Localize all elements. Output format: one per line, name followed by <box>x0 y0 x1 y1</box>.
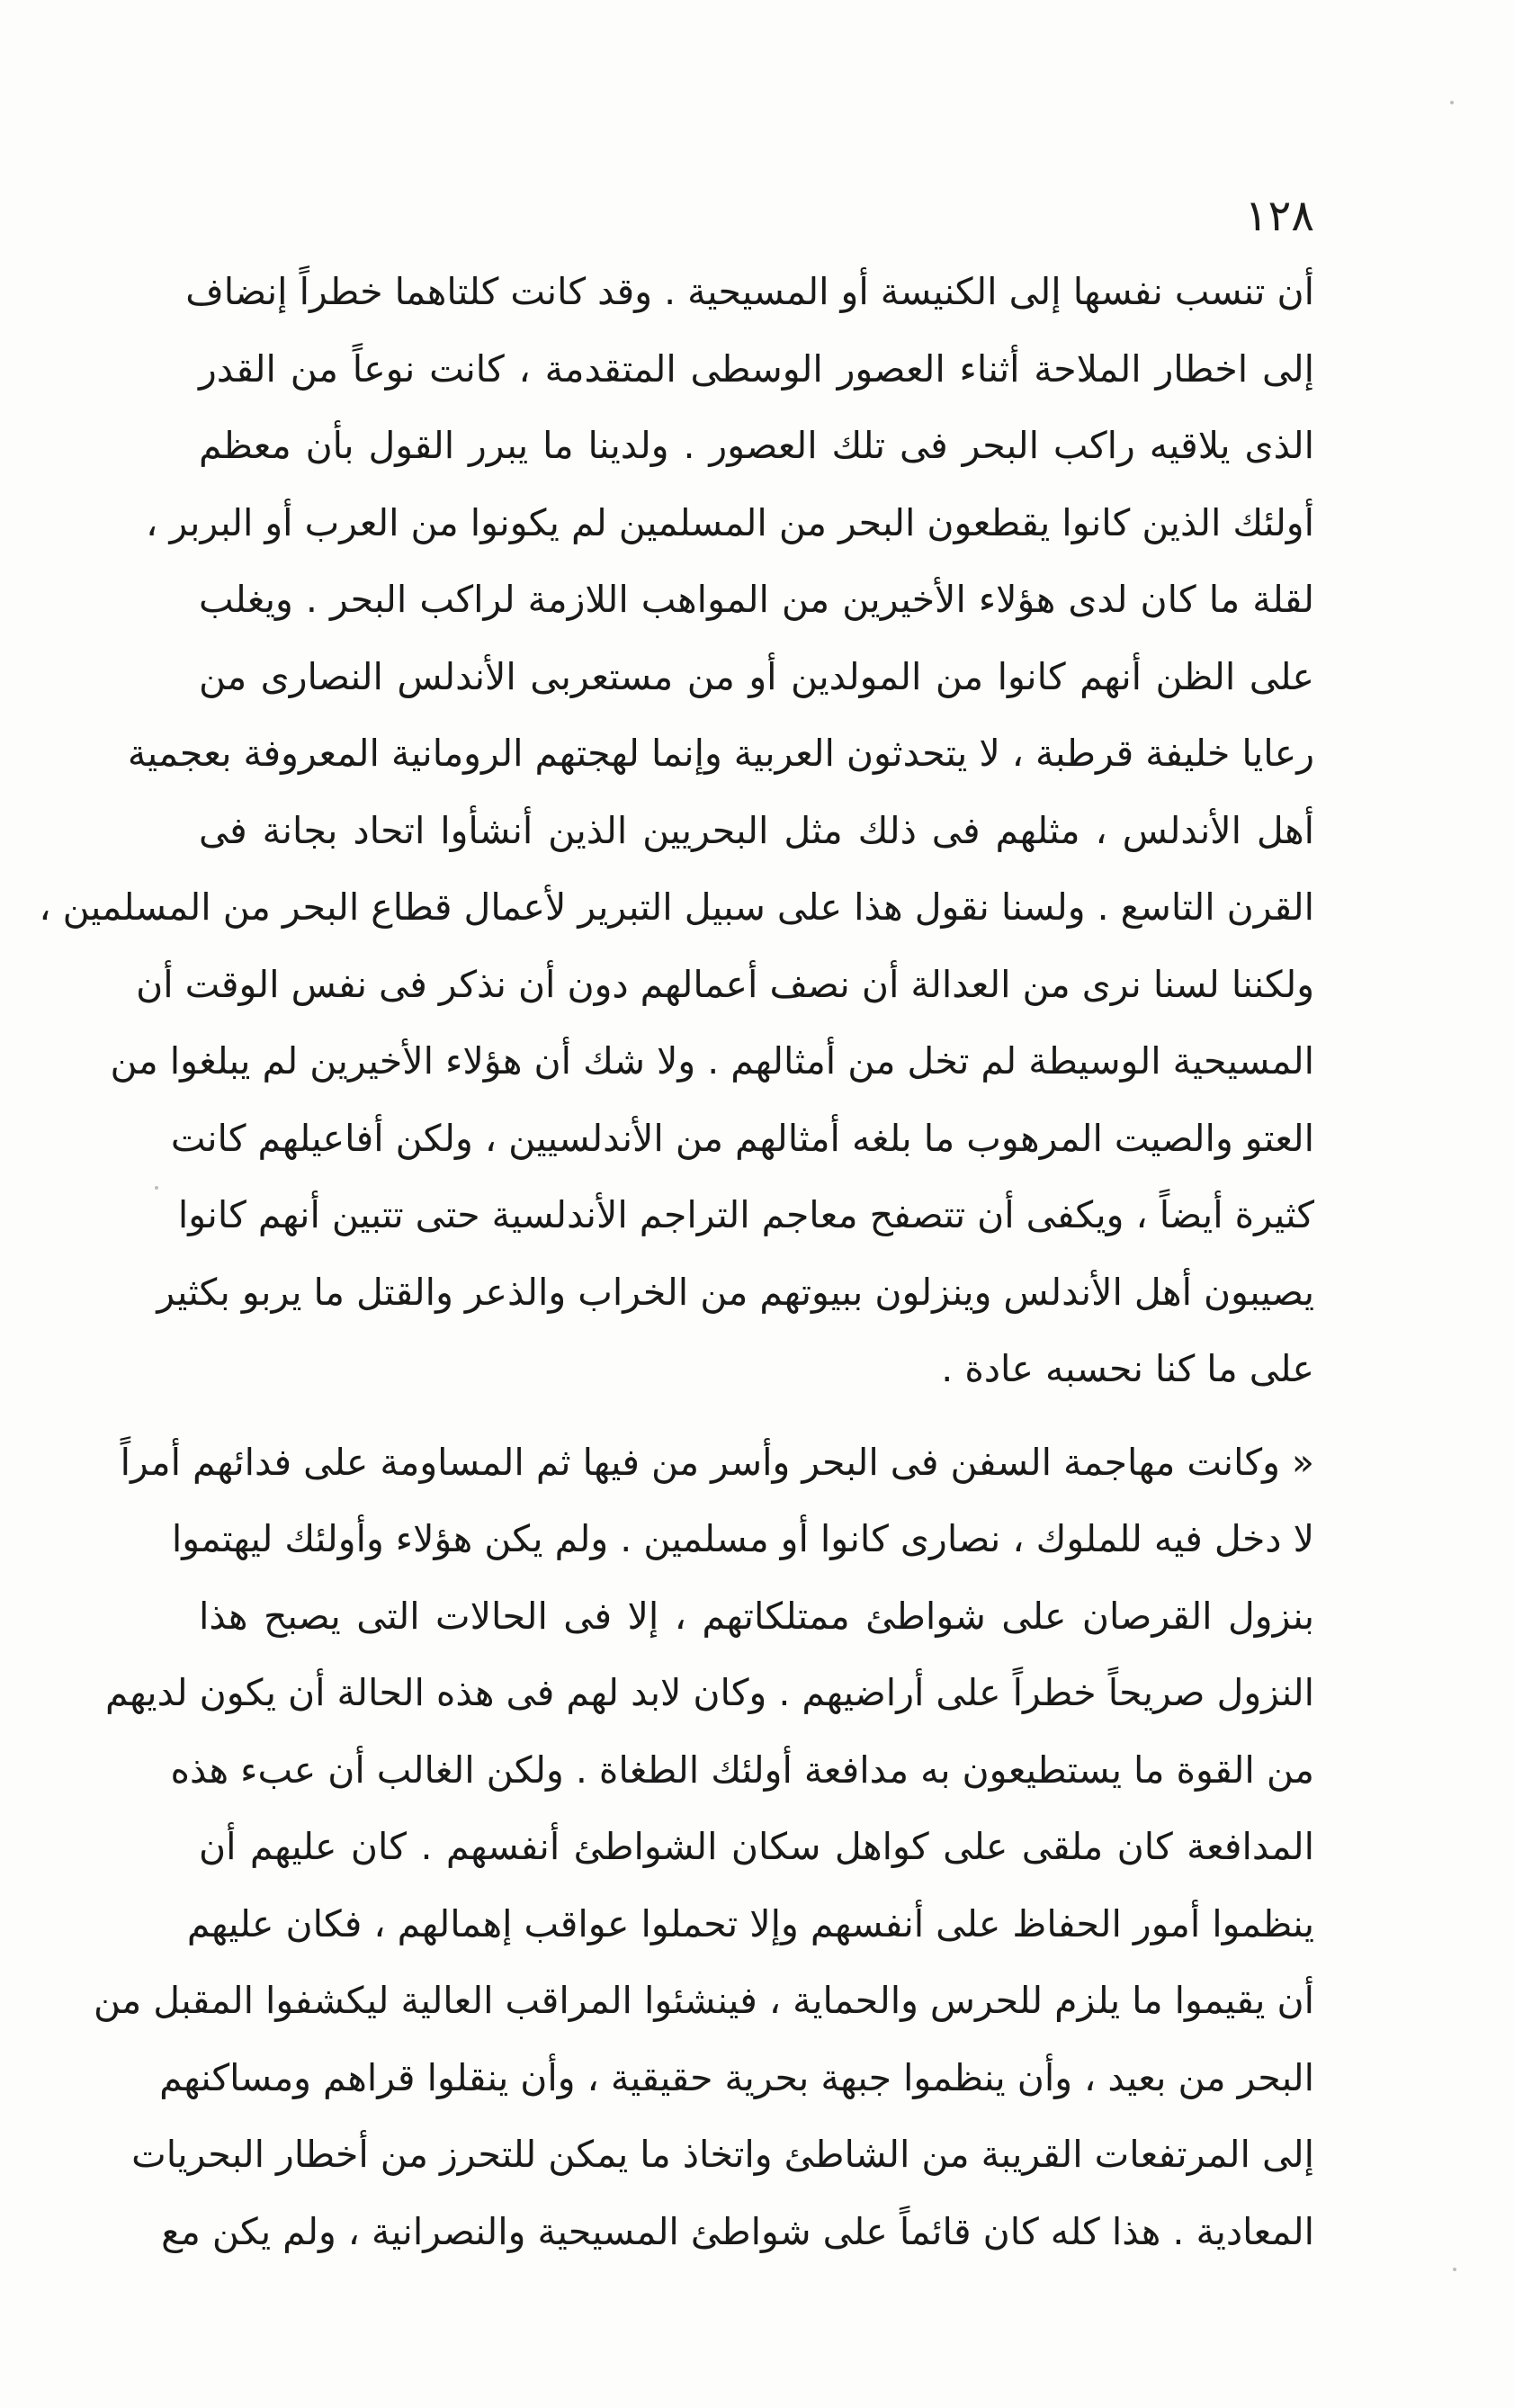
text-line: العتو والصيت المرهوب ما بلغه أمثالهم من الأندلسيين ، ولكن أفاعيلهم كانت <box>170 1116 1314 1160</box>
text-line: المعادية . هذا كله كان قائماً على شواطئ المسيحية والنصرانية ، ولم يكن مع <box>161 2209 1314 2253</box>
text-line: ولكننا لسنا نرى من العدالة أن نصف أعمالهم دون أن نذكر فى نفس الوقت أن <box>136 962 1314 1006</box>
text-line: أهل الأندلس ، مثلهم فى ذلك مثل البحريين الذين أنشأوا اتحاد بجانة فى <box>199 808 1314 852</box>
text-line: على الظن أنهم كانوا من المولدين أو من مستعربى الأندلس النصارى من <box>199 654 1314 698</box>
text-line: البحر من بعيد ، وأن ينظموا جبهة بحرية حقيقية ، وأن ينقلوا قراهم ومساكنهم <box>159 2055 1314 2099</box>
text-line: من القوة ما يستطيعون به مدافعة أولئك الطغاة . ولكن الغالب أن عبء هذه <box>170 1748 1314 1792</box>
paragraph-1 <box>39 254 1314 1408</box>
page-number: ١٢٨ <box>1244 191 1314 241</box>
text-line: النزول صريحاً خطراً على أراضيهم . وكان لابد لهم فى هذه الحالة أن يكون لديهم <box>105 1671 1314 1714</box>
text-line: القرن التاسع . ولسنا نقول هذا على سبيل التبرير لأعمال قطاع البحر من المسلمين ، <box>39 885 1314 929</box>
body-text <box>39 254 1314 2270</box>
text-line: لا دخل فيه للملوك ، نصارى كانوا أو مسلمين . ولم يكن هؤلاء وأولئك ليهتموا <box>171 1517 1314 1560</box>
scan-speck <box>1453 2268 1456 2271</box>
text-line: كثيرة أيضاً ، ويكفى أن تتصفح معاجم التراجم الأندلسية حتى تتبين أنهم كانوا <box>177 1193 1314 1236</box>
scan-speck <box>155 1186 158 1190</box>
text-line: الذى يلاقيه راكب البحر فى تلك العصور . ولدينا ما يبرر القول بأن معظم <box>199 424 1314 467</box>
text-line: المدافعة كان ملقى على كواهل سكان الشواطئ أنفسهم . كان عليهم أن <box>199 1825 1314 1868</box>
text-line: لقلة ما كان لدى هؤلاء الأخيرين من المواهب اللازمة لراكب البحر . ويغلب <box>199 578 1314 621</box>
text-line: أن تنسب نفسها إلى الكنيسة أو المسيحية . وقد كانت كلتاهما خطراً إنضاف <box>185 270 1314 313</box>
paragraph-2 <box>94 1424 1314 2271</box>
text-line: « وكانت مهاجمة السفن فى البحر وأسر من فيها ثم المساومة على فدائهم أمراً <box>120 1440 1314 1484</box>
text-line: على ما كنا نحسبه عادة . <box>941 1347 1314 1390</box>
text-line: بنزول القرصان على شواطئ ممتلكاتهم ، إلا فى الحالات التى يصبح هذا <box>199 1594 1314 1638</box>
paragraph-gap <box>199 1408 1314 1424</box>
text-line: إلى اخطار الملاحة أثناء العصور الوسطى المتقدمة ، كانت نوعاً من القدر <box>199 346 1314 391</box>
text-line: أولئك الذين كانوا يقطعون البحر من المسلمين لم يكونوا من العرب أو البربر ، <box>146 500 1314 544</box>
text-line: المسيحية الوسيطة لم تخل من أمثالهم . ولا شك أن هؤلاء الأخيرين لم يبلغوا من <box>110 1039 1314 1083</box>
text-line: أن يقيموا ما يلزم للحرس والحماية ، فينشئوا المراقب العالية ليكشفوا المقبل من <box>94 1979 1314 2022</box>
text-line: ينظموا أمور الحفاظ على أنفسهم وإلا تحملوا عواقب إهمالهم ، فكان عليهم <box>186 1901 1314 1945</box>
text-line: إلى المرتفعات القريبة من الشاطئ واتخاذ ما يمكن للتحرز من أخطار البحريات <box>131 2133 1314 2176</box>
scan-speck <box>1450 101 1454 104</box>
text-line: رعايا خليفة قرطبة ، لا يتحدثون العربية وإنما لهجتهم الرومانية المعروفة بعجمية <box>127 732 1314 775</box>
text-line: يصيبون أهل الأندلس وينزلون ببيوتهم من الخراب والذعر والقتل ما يربو بكثير <box>157 1270 1314 1314</box>
